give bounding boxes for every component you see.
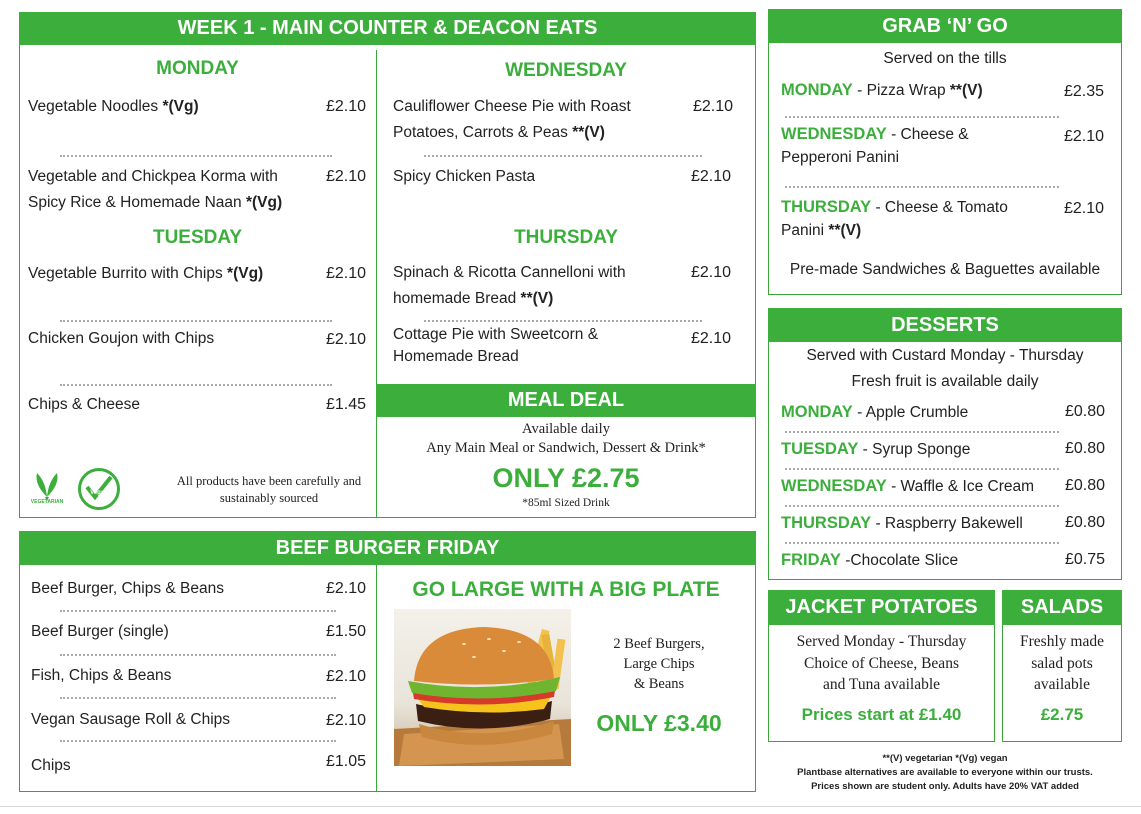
item-name: Chips & Cheese (28, 396, 141, 413)
dotted-separator (60, 610, 336, 612)
diet-tag: *(Vg) (245, 194, 283, 211)
menu-item-tuesday-3 (28, 392, 313, 418)
dessert-item-monday (781, 399, 968, 426)
dessert-item-friday (781, 547, 958, 574)
dotted-separator (785, 505, 1059, 507)
day-title-tuesday: TUESDAY (152, 227, 243, 248)
item-price: £2.10 (325, 98, 366, 115)
jacket-line-1: Served Monday - Thursday (796, 633, 967, 650)
item-day: WEDNESDAY (781, 477, 887, 495)
item-name: Spinach & Ricotta Cannelloni with homemade Bread (393, 264, 626, 307)
item-name: - Waffle & Ice Cream (891, 478, 1035, 495)
item-day: THURSDAY (781, 198, 872, 216)
grab-item-monday (781, 78, 1051, 103)
day-title-wednesday: WEDNESDAY (505, 60, 627, 81)
meal-deal-line2: Any Main Meal or Sandwich, Dessert & Drink* (426, 440, 706, 456)
salads-line-2: salad pots (1031, 655, 1093, 672)
menu-item-tuesday-2 (28, 326, 313, 352)
week-header: WEEK 1 - MAIN COUNTER & DEACON EATS (19, 12, 756, 45)
item-price: £0.80 (1064, 514, 1105, 531)
item-name: - Apple Crumble (857, 404, 969, 421)
item-day: MONDAY (781, 81, 853, 99)
day-title-thursday: THURSDAY (514, 227, 618, 248)
desserts-line2: Fresh fruit is available daily (851, 373, 1039, 390)
dotted-separator (785, 431, 1059, 433)
item-name: - Cheese & Pepperoni Panini (781, 126, 969, 166)
item-name: Cauliflower Cheese Pie with Roast Potatoes, Carrots & Peas (393, 98, 631, 141)
jacket-potatoes-header: JACKET POTATOES (768, 590, 995, 625)
go-large-desc-1: 2 Beef Burgers, (613, 636, 705, 652)
go-large-desc-3: & Beans (633, 676, 685, 692)
dessert-item-thursday (781, 510, 1023, 537)
menu-item-wednesday-2 (393, 164, 668, 190)
dessert-item-wednesday (781, 473, 1034, 500)
dotted-separator (60, 697, 336, 699)
grab-item-thursday (781, 196, 1041, 242)
item-price: £1.50 (325, 623, 366, 640)
desserts-header: DESSERTS (768, 308, 1122, 342)
menu-item-wednesday-1 (393, 94, 668, 146)
diet-tag: *(Vg) (162, 98, 199, 115)
dotted-separator (424, 155, 702, 157)
burger-friday-header: BEEF BURGER FRIDAY (19, 531, 756, 565)
item-price: £2.10 (325, 580, 366, 597)
dotted-separator (60, 740, 336, 742)
dotted-separator (60, 155, 332, 157)
column-divider (376, 50, 377, 386)
jacket-price: Prices start at £1.40 (801, 705, 962, 724)
item-price: £2.10 (690, 168, 731, 185)
item-name: Chicken Goujon with Chips (28, 330, 215, 347)
dotted-separator (785, 116, 1059, 118)
menu-item-thursday-1 (393, 260, 668, 312)
burger-item: Beef Burger, Chips & Beans (31, 580, 225, 597)
meal-deal-note: *85ml Sized Drink (522, 497, 610, 509)
menu-item-monday-1 (28, 94, 313, 120)
item-day: FRIDAY (781, 551, 841, 569)
dessert-item-tuesday (781, 436, 970, 463)
item-price: £2.10 (325, 168, 366, 185)
meal-deal-header: MEAL DEAL (376, 384, 756, 417)
item-name: - Syrup Sponge (862, 441, 971, 458)
grab-item-wednesday (781, 123, 1011, 169)
dotted-separator (424, 320, 702, 322)
day-title-monday: MONDAY (156, 58, 239, 79)
desserts-line1: Served with Custard Monday - Thursday (806, 347, 1084, 364)
salads-line-3: available (1034, 676, 1090, 693)
salads-header: SALADS (1002, 590, 1122, 625)
item-price: £2.10 (690, 264, 731, 281)
item-price: £2.10 (692, 98, 733, 115)
vegan-badge-text: Vegan (90, 490, 108, 496)
burger-image (394, 609, 571, 766)
item-name: Vegetable and Chickpea Korma with Spicy Rice & Homemade Naan (28, 168, 278, 211)
item-price: £2.10 (325, 668, 366, 685)
footnote-legend: **(V) vegetarian *(Vg) vegan (882, 753, 1008, 764)
menu-item-thursday-2 (393, 324, 633, 368)
item-day: THURSDAY (781, 514, 872, 532)
jacket-line-2: Choice of Cheese, Beans (804, 655, 959, 672)
item-price: £2.10 (325, 712, 366, 729)
dotted-separator (785, 542, 1059, 544)
item-name: - Pizza Wrap (857, 82, 946, 99)
item-name: Spicy Chicken Pasta (393, 168, 536, 185)
menu-item-tuesday-1 (28, 261, 313, 287)
diet-tag: **(V) (828, 222, 862, 239)
burger-item: Beef Burger (single) (31, 623, 169, 640)
item-name: Vegetable Noodles (28, 98, 159, 115)
meal-deal-line1: Available daily (522, 421, 610, 437)
vegan-badge-icon (78, 468, 120, 510)
menu-item-monday-2 (28, 164, 313, 216)
item-price: £1.45 (325, 396, 366, 413)
burger-item: Fish, Chips & Beans (31, 667, 172, 684)
item-price: £2.35 (1063, 83, 1104, 100)
item-day: WEDNESDAY (781, 125, 887, 143)
item-price: £2.10 (1063, 200, 1104, 217)
go-large-price: ONLY £3.40 (596, 710, 722, 736)
grab-n-go-footer: Pre-made Sandwiches & Baguettes available (789, 261, 1101, 278)
vegetarian-badge-icon (27, 467, 67, 507)
item-name: - Cheese & Tomato Panini (781, 199, 1008, 239)
diet-tag: **(V) (949, 82, 983, 99)
meal-deal-price: ONLY £2.75 (492, 463, 640, 493)
item-price: £2.10 (325, 331, 366, 348)
grab-n-go-subtitle: Served on the tills (883, 50, 1007, 67)
item-name: -Chocolate Slice (845, 552, 959, 569)
grab-n-go-header: GRAB ‘N’ GO (768, 9, 1122, 43)
item-price: £0.75 (1064, 551, 1105, 568)
go-large-title: GO LARGE WITH A BIG PLATE (412, 578, 720, 601)
dotted-separator (60, 320, 332, 322)
item-name: Vegetable Burrito with Chips (28, 265, 223, 282)
burger-item: Chips (31, 757, 71, 774)
diet-tag: **(V) (520, 290, 554, 307)
go-large-desc-2: Large Chips (623, 656, 695, 672)
burger-item: Vegan Sausage Roll & Chips (31, 711, 231, 728)
footnote-plantbase: Plantbase alternatives are available to everyone within our trusts. (797, 767, 1093, 778)
salads-price: £2.75 (1040, 705, 1084, 724)
item-price: £0.80 (1064, 440, 1105, 457)
diet-tag: **(V) (572, 124, 605, 141)
vegetarian-badge-text: VEGETARIAN (30, 499, 64, 505)
item-price: £1.05 (325, 753, 366, 770)
item-price: £2.10 (1063, 128, 1104, 145)
item-day: TUESDAY (781, 440, 859, 458)
item-price: £2.10 (690, 330, 731, 347)
bottom-divider (0, 806, 1141, 807)
salads-line-1: Freshly made (1020, 633, 1104, 650)
item-name: - Raspberry Bakewell (875, 515, 1023, 532)
dotted-separator (60, 654, 336, 656)
item-price: £0.80 (1064, 477, 1105, 494)
item-price: £2.10 (325, 265, 366, 282)
jacket-line-3: and Tuna available (822, 676, 941, 693)
dotted-separator (60, 384, 332, 386)
dotted-separator (785, 186, 1059, 188)
footnote-prices: Prices shown are student only. Adults have 20% VAT added (811, 781, 1079, 792)
item-price: £0.80 (1064, 403, 1105, 420)
item-day: MONDAY (781, 403, 853, 421)
dotted-separator (785, 468, 1059, 470)
item-name: Cottage Pie with Sweetcorn & Homemade Bread (393, 326, 599, 365)
diet-tag: *(Vg) (227, 265, 264, 282)
sourcing-note: All products have been carefully and sustainably sourced (176, 474, 362, 505)
